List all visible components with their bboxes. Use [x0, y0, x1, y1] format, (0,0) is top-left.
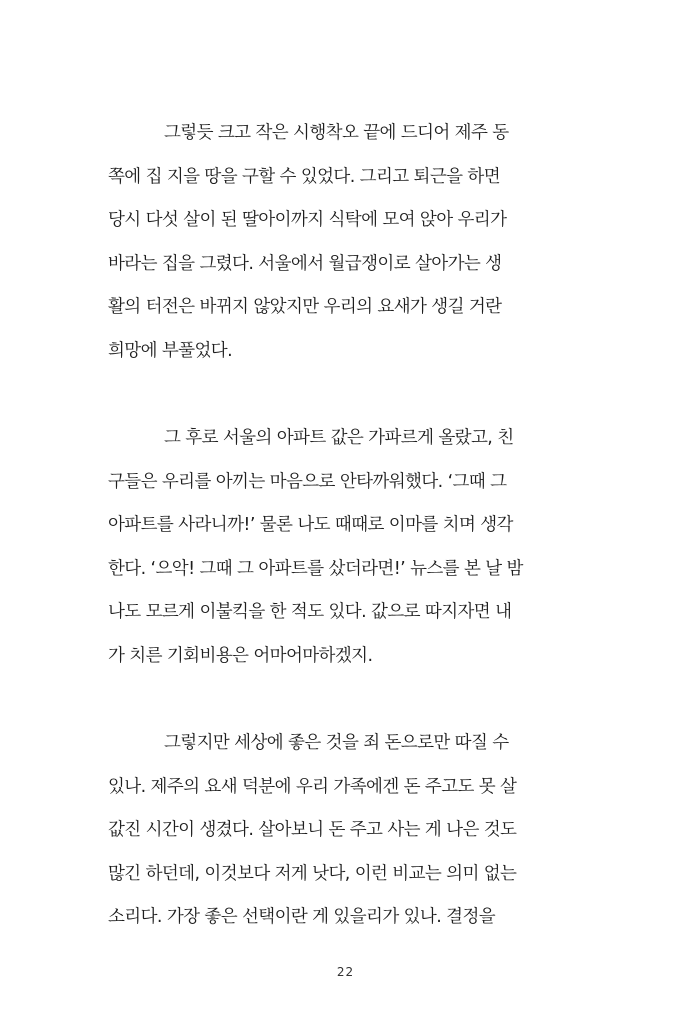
text-line: 희망에 부풀었다. — [108, 340, 233, 361]
text-line: 활의 터전은 바뀌지 않았지만 우리의 요새가 생길 거란 — [108, 297, 502, 317]
text-line: 구들은 우리를 아끼는 마음으로 안타까워했다. ‘그때 그 — [108, 471, 507, 492]
text-line: 그렇지만 세상에 좋은 것을 죄 돈으로만 따질 수 — [164, 733, 509, 753]
text-line: 소리다. 가장 좋은 선택이란 게 있을리가 있나. 결정을 — [108, 907, 496, 927]
body-text — [108, 112, 554, 940]
text-line: 그 후로 서울의 아파트 값은 가파르게 올랐고, 친 — [164, 428, 514, 448]
text-line: 그렇듯 크고 작은 시행착오 끝에 드디어 제주 동 — [164, 123, 509, 143]
text-line: 당시 다섯 살이 된 딸아이까지 식탁에 모여 앉아 우리가 — [108, 210, 507, 230]
text-line: 많긴 하던데, 이것보다 저게 낫다, 이런 비교는 의미 없는 — [108, 863, 517, 884]
paragraph-gap — [108, 678, 554, 722]
text-line: 나도 모르게 이불킥을 한 적도 있다. 값으로 따지자면 내 — [108, 602, 512, 622]
paragraph-1 — [108, 112, 554, 373]
text-line: 한다. ‘으악! 그때 그 아파트를 샀더라면!’ 뉴스를 본 날 밤 — [108, 558, 523, 579]
text-line: 바라는 집을 그렸다. 서울에서 월급쟁이로 살아가는 생 — [108, 253, 502, 274]
text-line: 아파트를 사라니까!’ 물론 나도 때때로 이마를 치며 생각 — [108, 515, 513, 535]
paragraph-2 — [108, 417, 554, 678]
text-line: 있나. 제주의 요새 덕분에 우리 가족에겐 돈 주고도 못 살 — [108, 776, 517, 797]
paragraph-gap — [108, 373, 554, 417]
paragraph-3 — [108, 722, 554, 940]
text-line: 값진 시간이 생겼다. 살아보니 돈 주고 사는 게 나은 것도 — [108, 820, 517, 840]
page-number: 22 — [336, 965, 355, 979]
text-line: 쪽에 집 지을 땅을 구할 수 있었다. 그리고 퇴근을 하면 — [108, 166, 501, 187]
text-line: 가 치른 기회비용은 어마어마하겠지. — [108, 645, 373, 666]
